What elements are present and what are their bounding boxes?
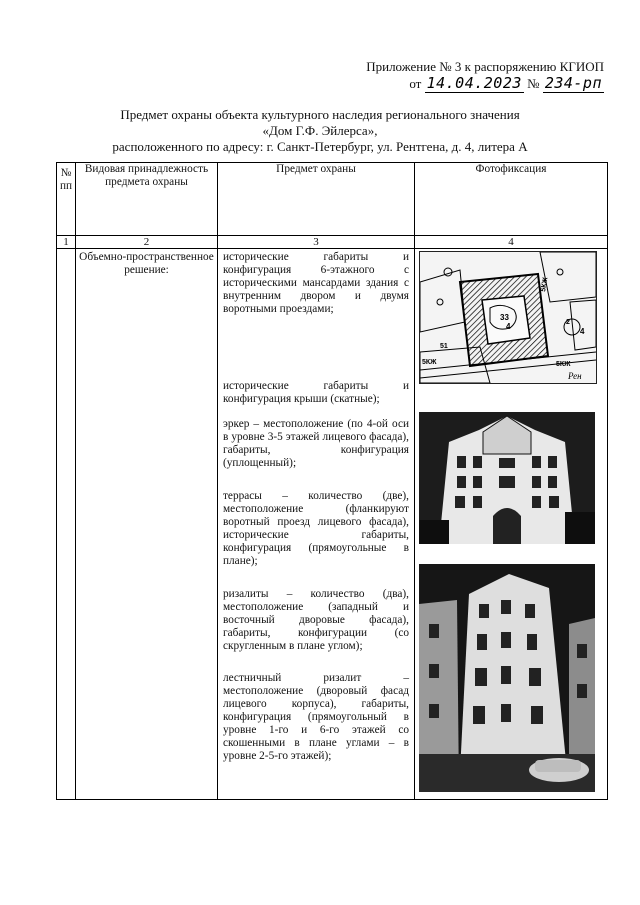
map-label: Рен bbox=[568, 371, 582, 381]
date-prefix: от bbox=[409, 76, 422, 91]
map-label: 5КЖ bbox=[556, 361, 571, 368]
cadastral-map-image bbox=[419, 251, 597, 384]
document-title bbox=[100, 107, 540, 155]
row-subject bbox=[218, 249, 415, 800]
header-subject: Предмет охраны bbox=[218, 163, 415, 236]
protection-subject-table bbox=[56, 162, 608, 800]
header-type: Видовая принадлежность предмета охраны bbox=[76, 163, 218, 236]
col-number: 4 bbox=[415, 236, 608, 249]
subject-item: исторические габариты и конфигурация 6-этажного с историческими мансардами здания с внутренним двором и двумя воротными проездами; bbox=[223, 251, 409, 315]
map-label: 51 bbox=[440, 343, 448, 350]
row-type: Объемно-пространственное решение: bbox=[76, 249, 218, 800]
facade-photo bbox=[419, 412, 595, 544]
column-number-row bbox=[57, 236, 608, 249]
row-photos bbox=[415, 249, 608, 800]
appendix-line: Приложение № 3 к распоряжению КГИОП bbox=[366, 59, 604, 74]
subject-item: исторические габариты и конфигурация крыши (скатные); bbox=[223, 380, 409, 405]
subject-item: террасы – количество (две), местоположение (фланкируют воротный проезд лицевого фасада), исторические габариты, конфигурация (прямоугольные в плане); bbox=[223, 490, 409, 567]
map-label: 2 bbox=[566, 319, 570, 326]
title-line-1: Предмет охраны объекта культурного наследия регионального значения bbox=[120, 107, 520, 122]
title-line-2: «Дом Г.Ф. Эйлерса», bbox=[262, 123, 378, 138]
header-photo: Фотофиксация bbox=[415, 163, 608, 236]
col-number: 3 bbox=[218, 236, 415, 249]
col-number: 1 bbox=[57, 236, 76, 249]
appendix-header bbox=[354, 58, 604, 93]
subject-item: эркер – местоположение (по 4-ой оси в уровне 3-5 этажей лицевого фасада), габариты, конфигурация (уплощенный); bbox=[223, 418, 409, 469]
row-number bbox=[57, 249, 76, 800]
col-number: 2 bbox=[76, 236, 218, 249]
map-label: 33 bbox=[500, 313, 509, 322]
date-handwritten: 14.04.2023 bbox=[426, 74, 522, 92]
courtyard-photo-drawing bbox=[419, 564, 595, 792]
subject-item: лестничный ризалит – местоположение (дворовый фасад лицевого корпуса), габариты, конфигурация (прямоугольный в уровне 1-го и 6-го этажей со скошенными в плане углами – в уровне 2-5-го этажей); bbox=[223, 672, 409, 762]
map-label: 4 bbox=[580, 327, 585, 336]
title-line-3: расположенного по адресу: г. Санкт-Петербург, ул. Рентгена, д. 4, литера А bbox=[112, 139, 528, 154]
appendix-date-line bbox=[354, 75, 604, 93]
number-handwritten: 234-рп bbox=[544, 74, 602, 92]
map-drawing bbox=[420, 252, 596, 383]
map-label: 5КЖ bbox=[540, 276, 550, 293]
header-number: № пп bbox=[57, 163, 76, 236]
facade-photo-drawing bbox=[419, 412, 595, 544]
number-sign: № bbox=[527, 76, 540, 91]
subject-item: ризалиты – количество (два), местоположение (западный и восточный дворовые фасада), габариты, конфигурации (со скругленным в плане углом); bbox=[223, 588, 409, 652]
map-label: 4 bbox=[506, 322, 511, 331]
table-row bbox=[57, 249, 608, 800]
courtyard-photo bbox=[419, 564, 595, 792]
map-label: 5КЖ bbox=[422, 359, 437, 366]
table-header-row bbox=[57, 163, 608, 236]
